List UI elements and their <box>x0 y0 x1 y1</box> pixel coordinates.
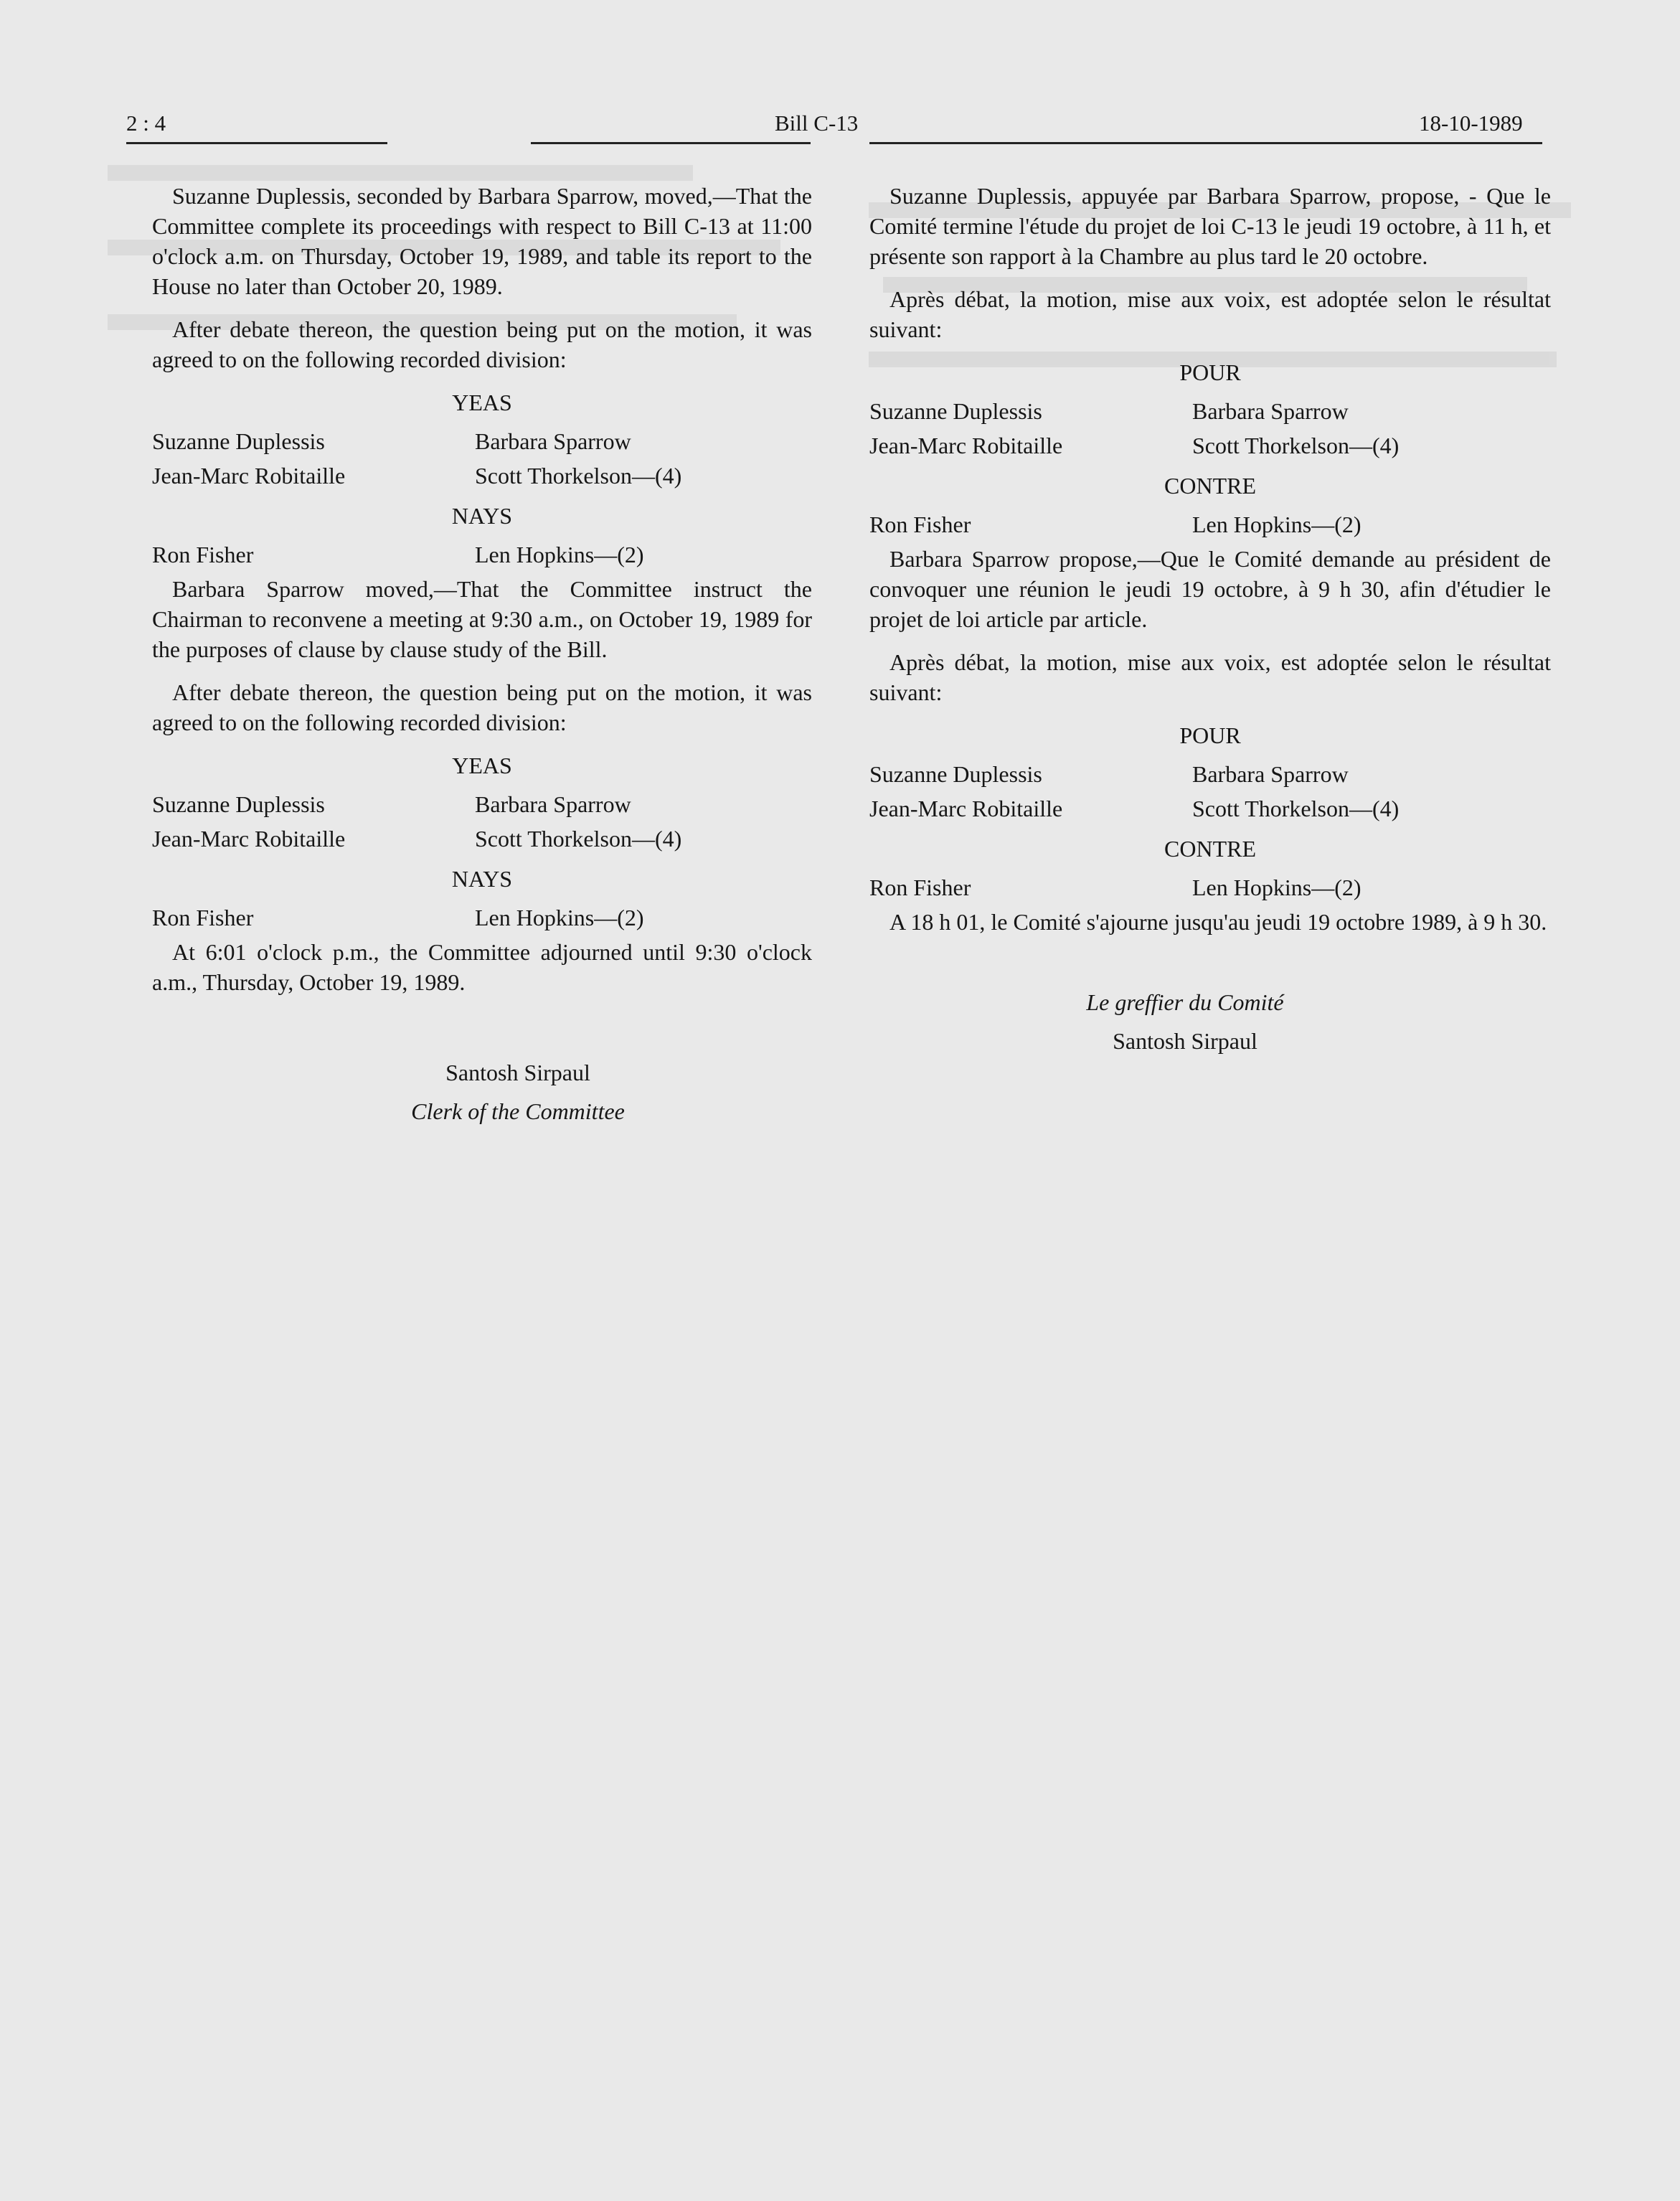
vote-row <box>152 902 812 933</box>
motion-paragraph: Barbara Sparrow moved,—That the Committee instruct the Chairman to reconvene a meeting at 9:30 a.m., on October 19, 1989 for the purposes of clause by clause study of the Bill. <box>152 576 812 662</box>
member-name: Barbara Sparrow <box>1192 761 1349 787</box>
vote-row <box>152 824 812 854</box>
vote-row <box>152 426 812 456</box>
member-name: Suzanne Duplessis <box>152 428 325 454</box>
vote-row <box>152 789 812 819</box>
member-name: Len Hopkins—(2) <box>475 905 644 930</box>
yeas-heading: POUR <box>1179 359 1241 385</box>
vote-row <box>152 539 812 570</box>
member-name: Jean-Marc Robitaille <box>869 796 1063 821</box>
debate-paragraph: After debate thereon, the question being put on the motion, it was agreed to on the following recorded division: <box>152 316 812 372</box>
member-name: Scott Thorkelson—(4) <box>1192 433 1400 458</box>
member-name: Len Hopkins—(2) <box>1192 512 1362 537</box>
yeas-heading: YEAS <box>452 753 512 778</box>
vote-row <box>152 461 812 491</box>
member-name: Ron Fisher <box>869 512 971 537</box>
header-rule-center <box>531 142 811 144</box>
member-name: Jean-Marc Robitaille <box>152 826 346 852</box>
motion-paragraph: Barbara Sparrow propose,—Que le Comité demande au président de convoquer une réunion le jeudi 19 octobre, à 9 h 30, afin d'étudier le projet de loi article par article. <box>869 546 1551 632</box>
recorded-division <box>152 750 812 933</box>
member-name: Barbara Sparrow <box>1192 398 1349 424</box>
clerk-signature <box>331 1057 704 1126</box>
debate-paragraph: Après débat, la motion, mise aux voix, est adoptée selon le résultat suivant: <box>869 649 1551 705</box>
clerk-name: Santosh Sirpaul <box>1113 1028 1257 1054</box>
clerk-title: Clerk of the Committee <box>411 1098 625 1124</box>
nays-heading: NAYS <box>451 866 513 892</box>
member-name: Len Hopkins—(2) <box>1192 875 1362 900</box>
vote-row <box>869 509 1551 539</box>
nays-heading: CONTRE <box>1164 473 1256 499</box>
debate-paragraph: After debate thereon, the question being put on the motion, it was agreed to on the following recorded division: <box>152 679 812 735</box>
page-number: 2 : 4 <box>126 110 166 136</box>
member-name: Len Hopkins—(2) <box>475 542 644 567</box>
member-name: Suzanne Duplessis <box>869 398 1042 424</box>
header-date: 18-10-1989 <box>1419 110 1523 136</box>
vote-row <box>869 396 1551 426</box>
adjournment-paragraph: At 6:01 o'clock p.m., the Committee adjourned until 9:30 o'clock a.m., Thursday, October 19, 1989. <box>152 939 812 995</box>
recorded-division <box>869 720 1551 902</box>
member-name: Suzanne Duplessis <box>152 791 325 817</box>
recorded-division <box>152 387 812 570</box>
vote-row <box>869 793 1551 824</box>
yeas-heading: POUR <box>1179 722 1241 748</box>
vote-row <box>869 430 1551 461</box>
motion-paragraph: Suzanne Duplessis, appuyée par Barbara Sparrow, propose, - Que le Comité termine l'étude du projet de loi C-13 le jeudi 19 octobre, à 11 h, et présente son rapport à la Chambre au plus tard le 20 octobre. <box>869 183 1551 269</box>
english-column <box>152 181 812 1135</box>
member-name: Suzanne Duplessis <box>869 761 1042 787</box>
member-name: Barbara Sparrow <box>475 428 631 454</box>
member-name: Ron Fisher <box>152 905 254 930</box>
nays-heading: NAYS <box>451 503 513 529</box>
member-name: Scott Thorkelson—(4) <box>475 826 682 852</box>
member-name: Jean-Marc Robitaille <box>869 433 1063 458</box>
member-name: Ron Fisher <box>152 542 254 567</box>
clerk-title: Le greffier du Comité <box>1086 989 1284 1015</box>
member-name: Scott Thorkelson—(4) <box>475 463 682 489</box>
motion-paragraph: Suzanne Duplessis, seconded by Barbara Sparrow, moved,—That the Committee complete its proceedings with respect to Bill C-13 at 11:00 o'clock a.m. on Thursday, October 19, 1989, and table its report to the House no later than October 20, 1989. <box>152 183 812 299</box>
member-name: Barbara Sparrow <box>475 791 631 817</box>
nays-heading: CONTRE <box>1164 836 1256 862</box>
clerk-name: Santosh Sirpaul <box>445 1060 590 1085</box>
header-rule-left <box>126 142 387 144</box>
clerk-signature <box>999 987 1372 1056</box>
member-name: Scott Thorkelson—(4) <box>1192 796 1400 821</box>
vote-row <box>869 872 1551 902</box>
header-rule-right <box>869 142 1542 144</box>
member-name: Ron Fisher <box>869 875 971 900</box>
adjournment-paragraph: A 18 h 01, le Comité s'ajourne jusqu'au jeudi 19 octobre 1989, à 9 h 30. <box>889 909 1547 935</box>
vote-row <box>869 759 1551 789</box>
member-name: Jean-Marc Robitaille <box>152 463 346 489</box>
french-column <box>869 181 1551 1065</box>
yeas-heading: YEAS <box>452 390 512 415</box>
debate-paragraph: Après débat, la motion, mise aux voix, est adoptée selon le résultat suivant: <box>869 286 1551 342</box>
recorded-division <box>869 357 1551 539</box>
bill-title: Bill C-13 <box>775 110 859 136</box>
